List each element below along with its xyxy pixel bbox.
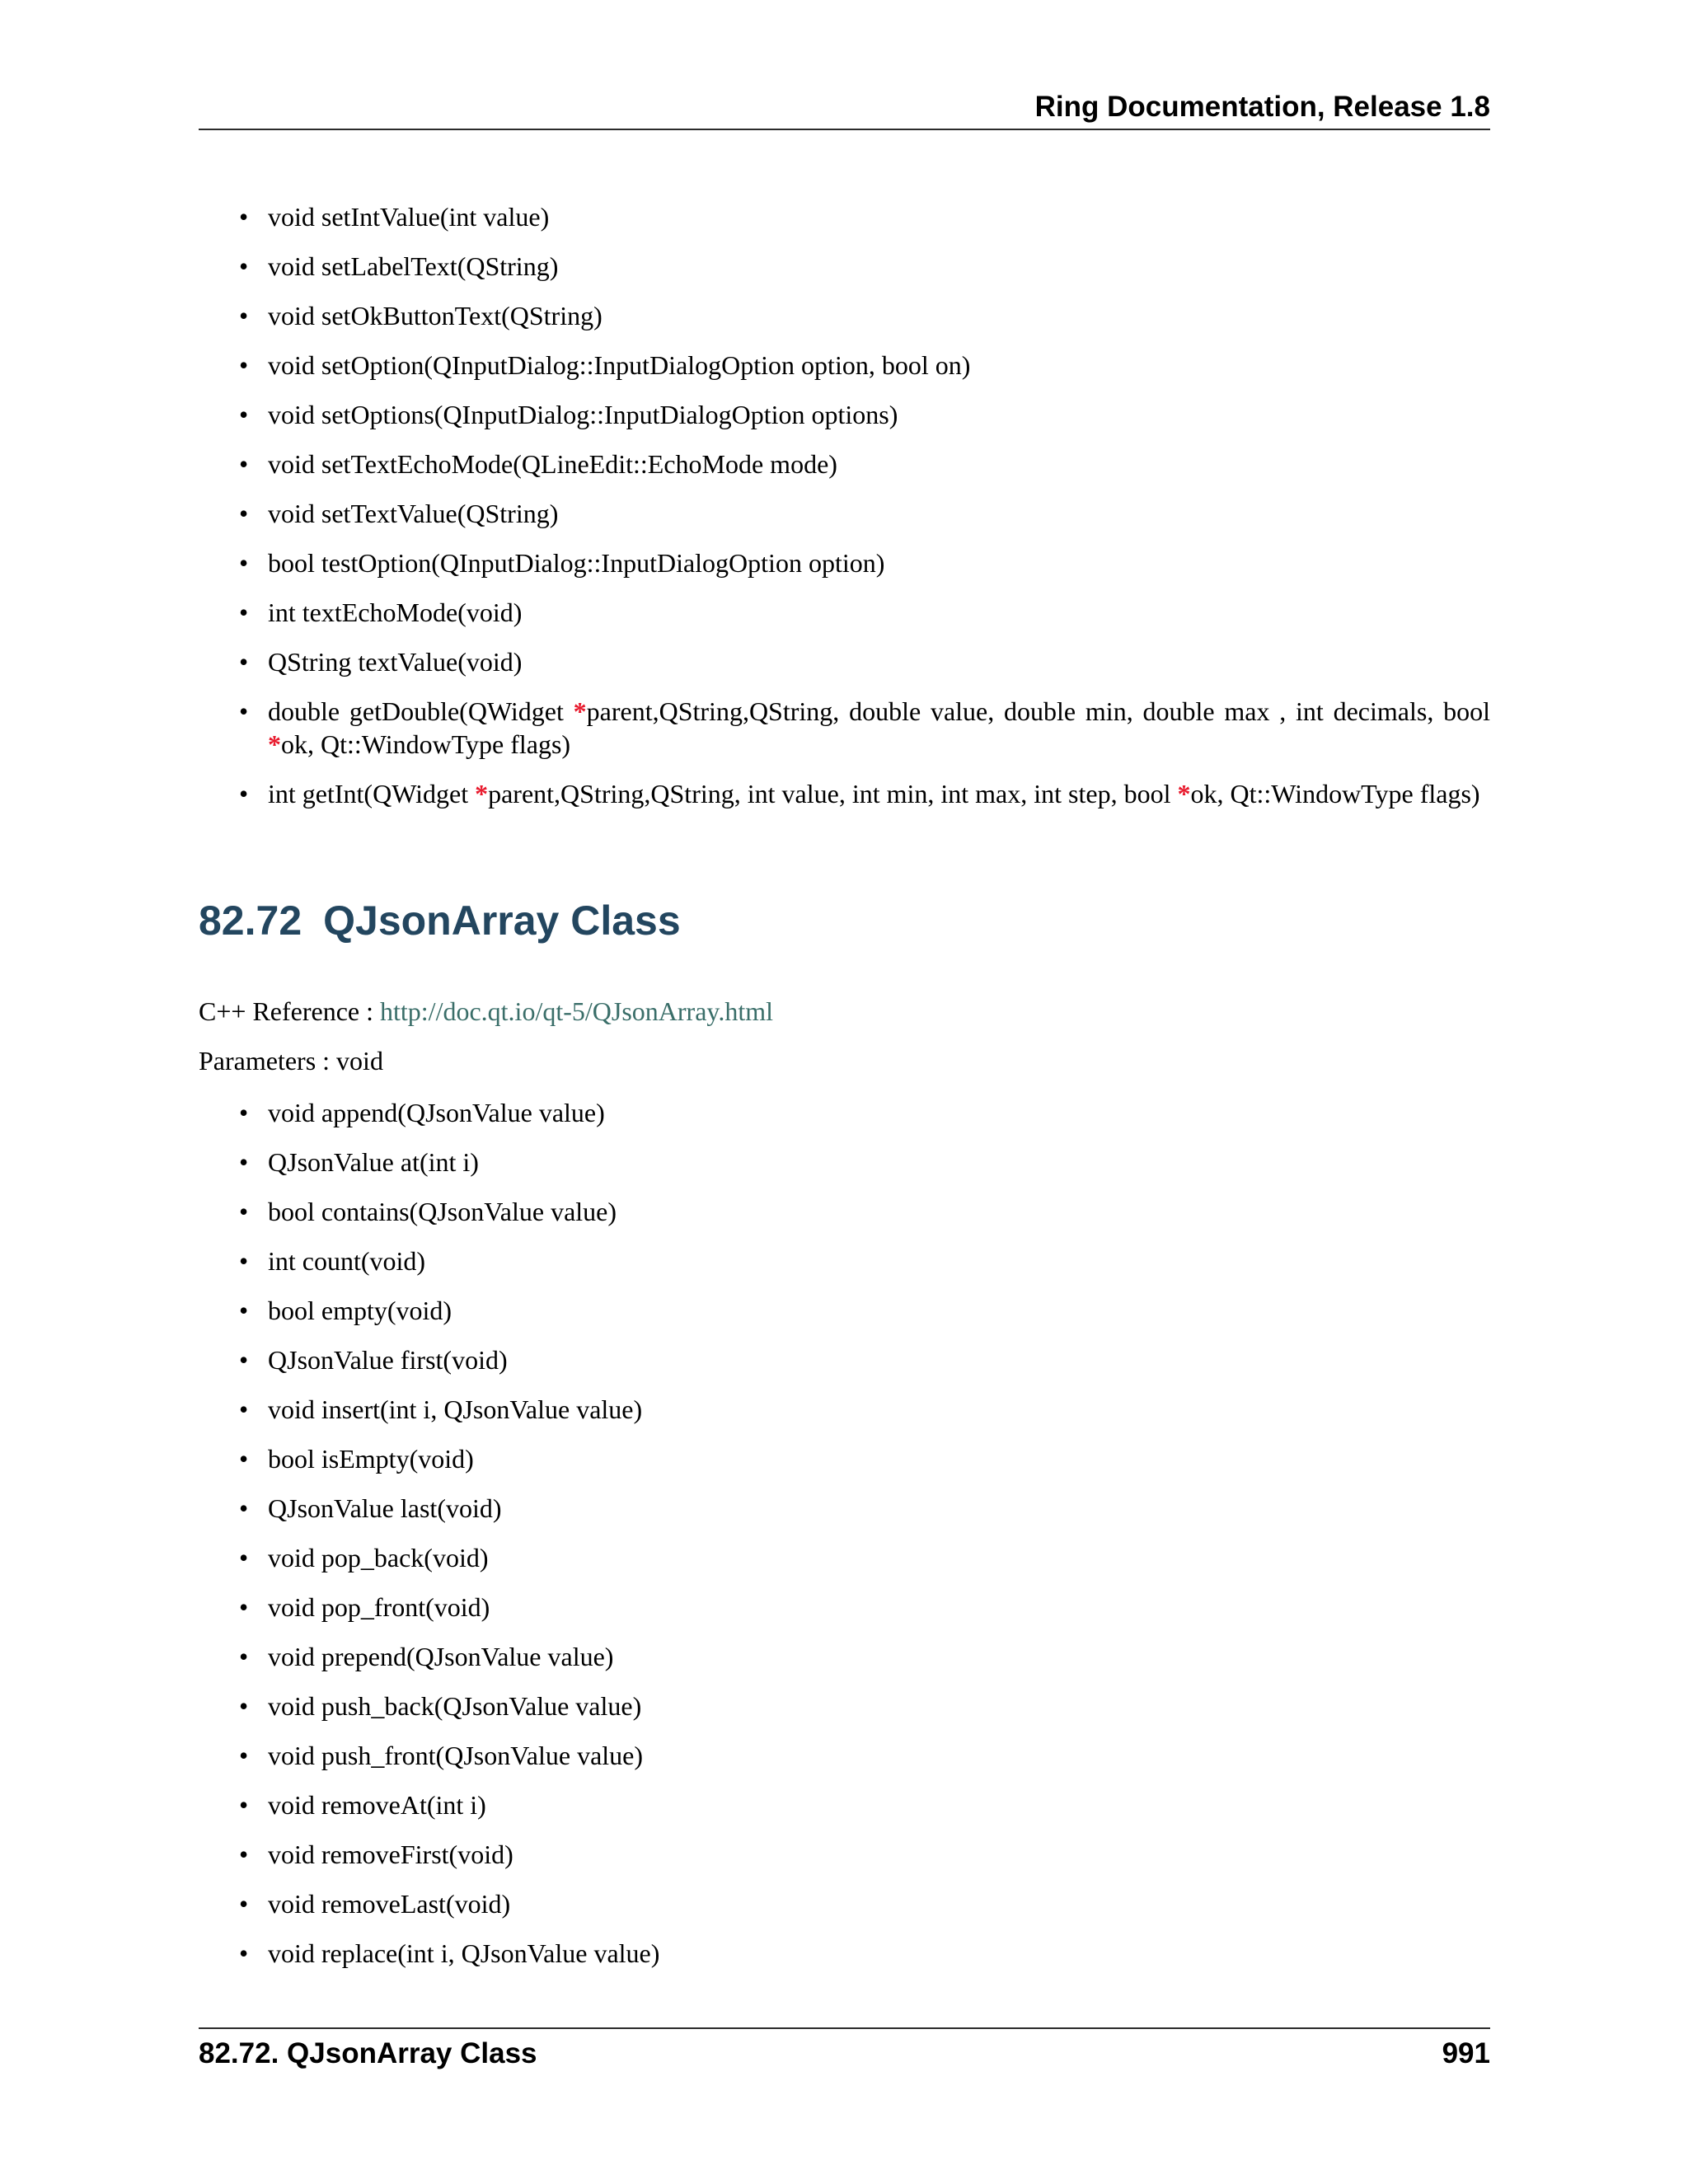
list-item [239,596,1490,629]
bullet-marker: • [239,350,249,380]
bullet-marker: • [239,1345,249,1375]
bullet-marker: • [239,1296,249,1325]
method-signature: void setOptions(QInputDialog::InputDialogOption options) [268,400,898,429]
method-signature: ok, Qt::WindowType flags) [1190,779,1480,808]
method-signature: void push_front(QJsonValue value) [268,1741,644,1770]
list-item [239,1294,1490,1327]
bullet-marker: • [239,779,249,808]
bullet-marker: • [239,202,249,232]
list-item [239,1442,1490,1475]
bullet-marker: • [239,1889,249,1919]
method-signature: int textEchoMode(void) [268,598,523,627]
list-item [239,448,1490,480]
method-signature: bool contains(QJsonValue value) [268,1197,617,1226]
list-item [239,497,1490,530]
list-item [239,1393,1490,1426]
section-number: 82.72 [199,898,302,944]
bullet-marker: • [239,251,249,281]
list-item [239,1492,1490,1525]
list-item [239,299,1490,332]
list-item [239,1640,1490,1673]
method-signature: int getInt(QWidget [268,779,476,808]
list-item [239,1937,1490,1970]
method-signature: void setOption(QInputDialog::InputDialogOption option, bool on) [268,350,971,380]
bullet-marker: • [239,449,249,479]
method-signature: void removeAt(int i) [268,1790,486,1820]
list-item [239,1591,1490,1624]
method-signature: QJsonValue first(void) [268,1345,508,1375]
section-title: QJsonArray Class [323,898,681,944]
method-signature: QString textValue(void) [268,647,523,677]
method-signature: void setOkButtonText(QString) [268,301,603,330]
bullet-marker: • [239,301,249,330]
bullet-marker: • [239,1691,249,1721]
method-signature: void setIntValue(int value) [268,202,550,232]
list-item [239,1541,1490,1574]
bullet-marker: • [239,1741,249,1770]
list-item [239,349,1490,382]
bullet-marker: • [239,1147,249,1177]
bullet-marker: • [239,1197,249,1226]
bullet-marker: • [239,1246,249,1276]
method-signature: void pop_back(void) [268,1543,489,1572]
method-signature: void removeFirst(void) [268,1840,513,1869]
bullet-marker: • [239,1840,249,1869]
bullet-marker: • [239,696,249,726]
list-item [239,1690,1490,1722]
page-number: 991 [1442,2037,1490,2069]
pointer-asterisk: * [1177,779,1191,808]
method-signature: int count(void) [268,1246,426,1276]
bullet-marker: • [239,647,249,677]
method-signature: QJsonValue at(int i) [268,1147,479,1177]
cpp-reference-line [199,995,773,1028]
method-signature: void replace(int i, QJsonValue value) [268,1938,660,1968]
list-item [239,1146,1490,1179]
method-signature: parent,QString,QString, double value, double min, double max , int decimals, bool [586,696,1491,726]
method-signature: void setTextEchoMode(QLineEdit::EchoMode mode) [268,449,837,479]
list-item [239,1887,1490,1920]
bullet-marker: • [239,1642,249,1671]
cpp-reference-link[interactable]: http://doc.qt.io/qt-5/QJsonArray.html [380,996,773,1026]
list-item [239,1244,1490,1277]
footer-section-label: 82.72. QJsonArray Class [199,2037,537,2069]
method-signature: void push_back(QJsonValue value) [268,1691,642,1721]
parameters-line: Parameters : void [199,1046,383,1076]
method-signature: bool isEmpty(void) [268,1444,474,1474]
bullet-marker: • [239,1938,249,1968]
list-item [239,250,1490,283]
bullet-marker: • [239,1543,249,1572]
cpp-reference-label: C++ Reference : [199,996,380,1026]
method-signature: ok, Qt::WindowType flags) [281,729,571,759]
section-heading [199,898,681,944]
bullet-marker: • [239,1444,249,1474]
list-item [239,200,1490,233]
method-signature: bool testOption(QInputDialog::InputDialogOption option) [268,548,885,578]
list-item [239,398,1490,431]
bullet-marker: • [239,400,249,429]
list-item [239,1838,1490,1871]
running-header [199,89,1490,130]
bullet-marker: • [239,1493,249,1523]
bullet-marker: • [239,1394,249,1424]
list-item [239,695,1490,761]
pointer-asterisk: * [475,779,489,808]
list-item [239,1788,1490,1821]
list-item [239,1195,1490,1228]
method-list-qjsonarray [239,1096,1490,1986]
list-item [239,777,1490,810]
bullet-marker: • [239,1592,249,1622]
list-item [239,546,1490,579]
method-signature: void prepend(QJsonValue value) [268,1642,614,1671]
method-signature: void removeLast(void) [268,1889,511,1919]
bullet-marker: • [239,598,249,627]
method-signature: void insert(int i, QJsonValue value) [268,1394,643,1424]
bullet-marker: • [239,1790,249,1820]
method-signature: QJsonValue last(void) [268,1493,502,1523]
bullet-marker: • [239,499,249,528]
pointer-asterisk: * [268,729,281,759]
list-item [239,645,1490,678]
method-signature: parent,QString,QString, int value, int min, int max, int step, bool [488,779,1178,808]
method-signature: bool empty(void) [268,1296,452,1325]
list-item [239,1739,1490,1772]
method-signature: void setLabelText(QString) [268,251,559,281]
method-signature: double getDouble(QWidget [268,696,574,726]
list-item [239,1096,1490,1129]
pointer-asterisk: * [573,696,587,726]
method-signature: void setTextValue(QString) [268,499,559,528]
list-item [239,1343,1490,1376]
method-list-qinputdialog [239,200,1490,827]
header-title: Ring Documentation, Release 1.8 [1034,91,1490,123]
method-signature: void append(QJsonValue value) [268,1098,605,1127]
bullet-marker: • [239,1098,249,1127]
method-signature: void pop_front(void) [268,1592,490,1622]
running-footer [199,2027,1490,2077]
bullet-marker: • [239,548,249,578]
